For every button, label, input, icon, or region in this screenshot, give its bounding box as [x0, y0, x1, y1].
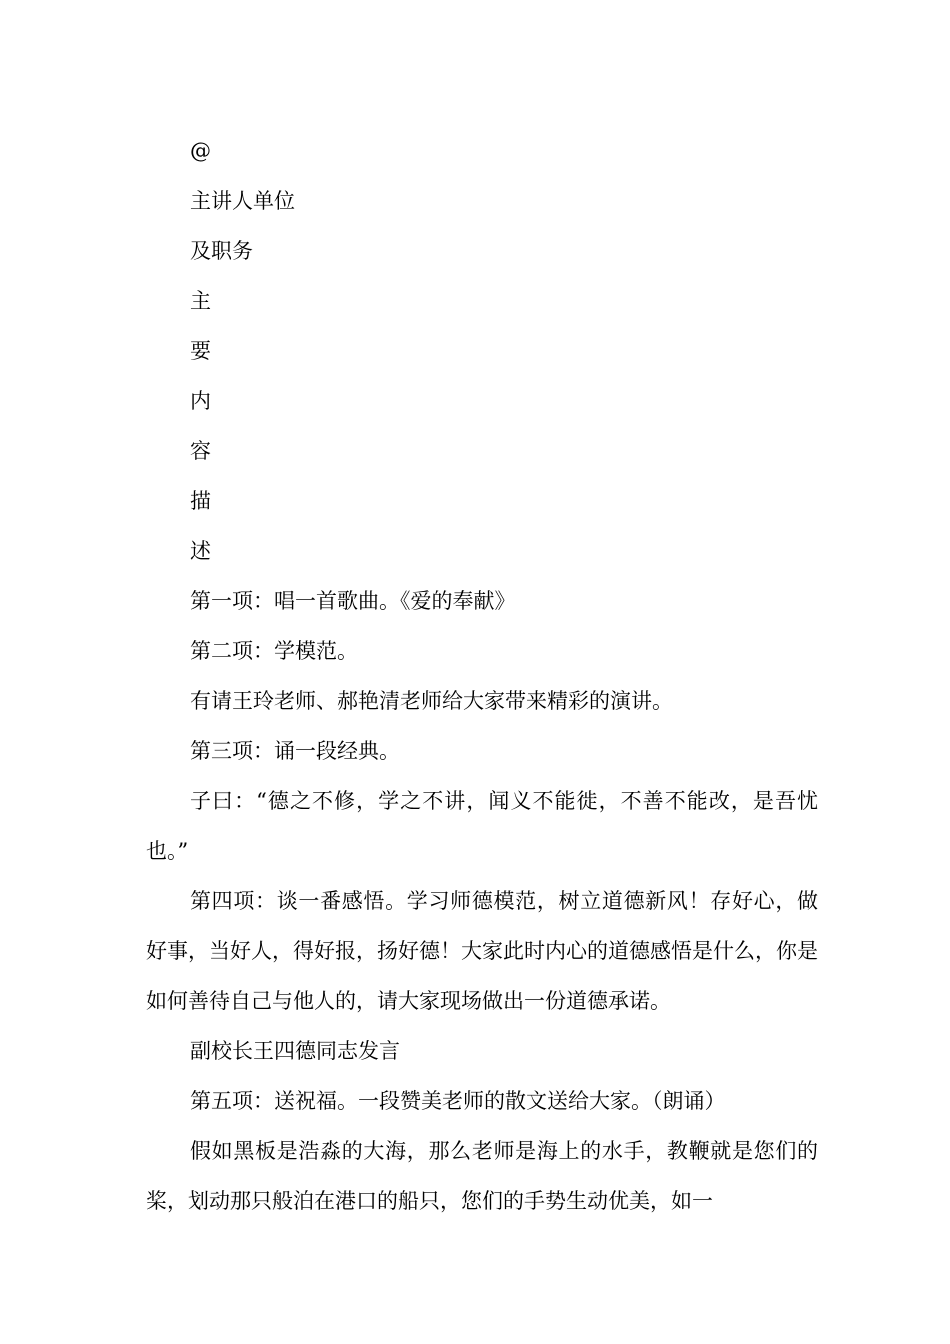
- item-3-text: 第三项：诵一段经典。: [190, 739, 400, 763]
- vertical-label-char: 描: [190, 489, 211, 513]
- item-1-text: 第一项：唱一首歌曲。《爱的奉献》: [190, 589, 516, 613]
- vertical-label-char: 内: [190, 389, 211, 413]
- invite-speech-text: 有请王玲老师、郝艳清老师给大家带来精彩的演讲。: [190, 689, 673, 713]
- vertical-label-char: 主: [190, 289, 211, 313]
- item-2-text: 第二项：学模范。: [190, 639, 358, 663]
- item-4-paragraph: 第四项：谈一番感悟。学习师德模范，树立道德新风！存好心，做好事，当好人，得好报，扬好德！大家此时内心的道德感悟是什么，你是如何善待自己与他人的，请大家现场做出一份道德承诺。: [146, 889, 818, 1013]
- vertical-label-char: 述: [190, 539, 211, 563]
- item-5-text: 第五项：送祝福。一段赞美老师的散文送给大家。（朗诵）: [190, 1089, 726, 1113]
- vice-principal-speech-text: 副校长王四德同志发言: [190, 1039, 400, 1063]
- prose-paragraph: 假如黑板是浩淼的大海，那么老师是海上的水手，教鞭就是您们的桨，划动那只般泊在港口的船只，您们的手势生动优美，如一: [146, 1139, 818, 1213]
- position-label: 及职务: [190, 239, 253, 263]
- at-symbol: @: [190, 139, 211, 163]
- vertical-label-char: 容: [190, 439, 211, 463]
- confucius-quote-paragraph: 子曰：“德之不修，学之不讲，闻义不能徙，不善不能改，是吾忧也。”: [146, 789, 818, 863]
- speaker-unit-label: 主讲人单位: [190, 189, 295, 213]
- vertical-label-char: 要: [190, 339, 211, 363]
